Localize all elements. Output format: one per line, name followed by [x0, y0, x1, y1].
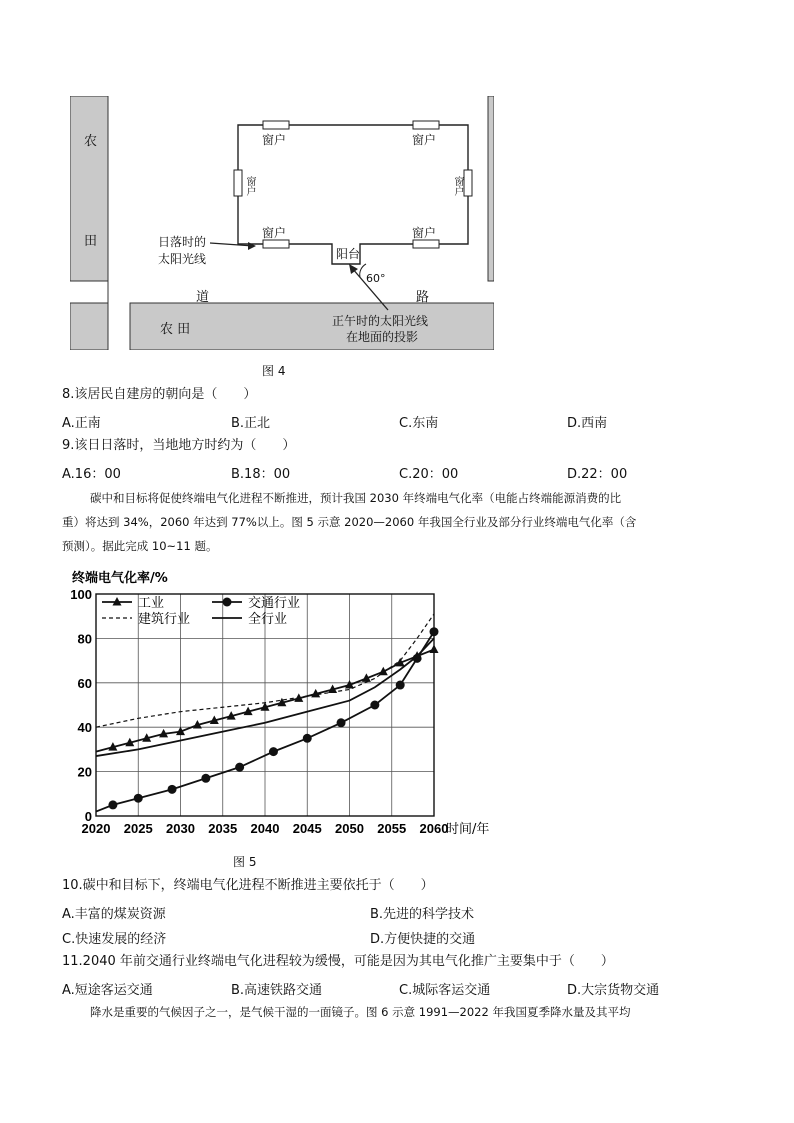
window-top-right: [413, 121, 439, 129]
q10-option-c[interactable]: C.快速发展的经济: [62, 932, 167, 947]
x-tick-label: 2055: [377, 821, 407, 836]
x-tick-label: 2060: [419, 821, 449, 836]
q10-option-b[interactable]: B.先进的科学技术: [370, 907, 475, 922]
left-field-char-2: 田: [84, 234, 98, 249]
passage-1-line-3: 预测）。据此完成 10~11 题。: [62, 539, 218, 553]
noon-label-2: 在地面的投影: [346, 330, 419, 344]
passage-2-line-1: 降水是重要的气候因子之一，是气候干湿的一面镜子。图 6 示意 1991—2022 年我国夏季降水量及其平均: [90, 1005, 631, 1019]
left-field-char-1: 农: [84, 134, 98, 149]
x-axis-label: 时间/年: [446, 822, 490, 836]
transport-point: [430, 627, 439, 636]
y-tick-label: 0: [84, 809, 92, 824]
legend-label: 交通行业: [248, 596, 301, 611]
q8-option-d[interactable]: D.西南: [567, 416, 608, 431]
x-tick-label: 2025: [123, 821, 153, 836]
transport-point: [108, 800, 117, 809]
angle-label: 60°: [366, 272, 386, 285]
figure-5-caption: 图 5: [233, 855, 257, 869]
figure-4-caption: 图 4: [262, 364, 286, 378]
window-label-left: 窗户: [244, 176, 255, 196]
y-axis-label: 终端电气化率/%: [72, 571, 168, 586]
passage-1-line-2: 重）将达到 34%，2060 年达到 77%以上。图 5 示意 2020—2060 年我国全行业及部分行业终端电气化率（含: [62, 515, 637, 529]
window-bottom-right: [413, 240, 439, 248]
q8-option-a[interactable]: A.正南: [62, 416, 101, 431]
window-label-right: 窗户: [452, 176, 463, 196]
transport-point: [168, 785, 177, 794]
x-tick-label: 2030: [166, 821, 195, 836]
q11-option-b[interactable]: B.高速铁路交通: [231, 983, 323, 998]
q10-option-d[interactable]: D.方便快捷的交通: [370, 932, 476, 947]
window-label-top-right: 窗户: [412, 133, 437, 147]
q11-option-c[interactable]: C.城际客运交通: [399, 983, 491, 998]
passage-1-line-1: 碳中和目标将促使终端电气化进程不断推进，预计我国 2030 年终端电气化率（电能占终端能源消费的比: [90, 491, 622, 505]
x-tick-label: 2035: [208, 821, 238, 836]
legend-label: 工业: [138, 596, 165, 611]
legend-label: 建筑行业: [138, 612, 191, 627]
legend-label: 全行业: [248, 612, 288, 627]
q8-option-b[interactable]: B.正北: [231, 416, 271, 431]
question-10-stem: 10.碳中和目标下，终端电气化进程不断推进主要依托于（ ）: [62, 878, 434, 893]
x-tick-label: 2020: [81, 821, 111, 836]
transport-point: [303, 734, 312, 743]
road-char-1: 道: [196, 290, 210, 305]
transport-point: [235, 763, 244, 772]
bottom-field-label: 农 田: [160, 322, 191, 337]
y-tick-label: 60: [77, 675, 92, 691]
window-label-bottom-right: 窗户: [412, 226, 437, 240]
x-tick-label: 2050: [335, 821, 364, 836]
q11-option-a[interactable]: A.短途客运交通: [62, 983, 153, 998]
sunset-label-2: 太阳光线: [158, 252, 207, 266]
x-tick-label: 2045: [292, 821, 322, 836]
question-9-stem: 9.该日日落时，当地地方时约为（ ）: [62, 438, 296, 453]
figure-5-chart: [62, 566, 512, 836]
x-tick-label: 2040: [250, 821, 280, 836]
y-tick-label: 40: [77, 720, 92, 736]
y-tick-label: 80: [77, 631, 92, 647]
transport-point: [396, 681, 405, 690]
industry-point: [430, 645, 439, 654]
q9-option-a[interactable]: A.16：00: [62, 467, 121, 482]
transport-point: [370, 701, 379, 710]
road-char-2: 路: [416, 290, 430, 305]
question-8-stem: 8.该居民自建房的朝向是（ ）: [62, 387, 257, 402]
window-right: [464, 170, 472, 196]
q9-option-c[interactable]: C.20：00: [399, 467, 459, 482]
balcony-label: 阳台: [336, 247, 361, 261]
left-farmland: [70, 96, 108, 281]
window-bottom-left: [263, 240, 289, 248]
right-strip: [488, 96, 494, 281]
window-label-top-left: 窗户: [262, 133, 287, 147]
sunset-label-1: 日落时的: [158, 235, 207, 249]
transport-point: [201, 774, 210, 783]
figure-4: [70, 96, 494, 350]
electrification-chart: [62, 566, 512, 836]
window-label-bottom-left: 窗户: [262, 226, 287, 240]
bottom-left-field: [70, 303, 108, 350]
q11-option-d[interactable]: D.大宗货物交通: [567, 983, 660, 998]
window-top-left: [263, 121, 289, 129]
q9-option-b[interactable]: B.18：00: [231, 467, 291, 482]
noon-label-1: 正午时的太阳光线: [332, 314, 429, 328]
legend-marker: [223, 598, 232, 607]
transport-point: [269, 747, 278, 756]
transport-point: [337, 718, 346, 727]
transport-point: [134, 794, 143, 803]
question-11-stem: 11.2040 年前交通行业终端电气化进程较为缓慢，可能是因为其电气化推广主要集中于（ ）: [62, 954, 614, 969]
window-left: [234, 170, 242, 196]
y-tick-label: 20: [77, 764, 92, 780]
y-tick-label: 100: [70, 587, 92, 602]
q8-option-c[interactable]: C.东南: [399, 416, 439, 431]
q10-option-a[interactable]: A.丰富的煤炭资源: [62, 907, 166, 922]
q9-option-d[interactable]: D.22：00: [567, 467, 628, 482]
